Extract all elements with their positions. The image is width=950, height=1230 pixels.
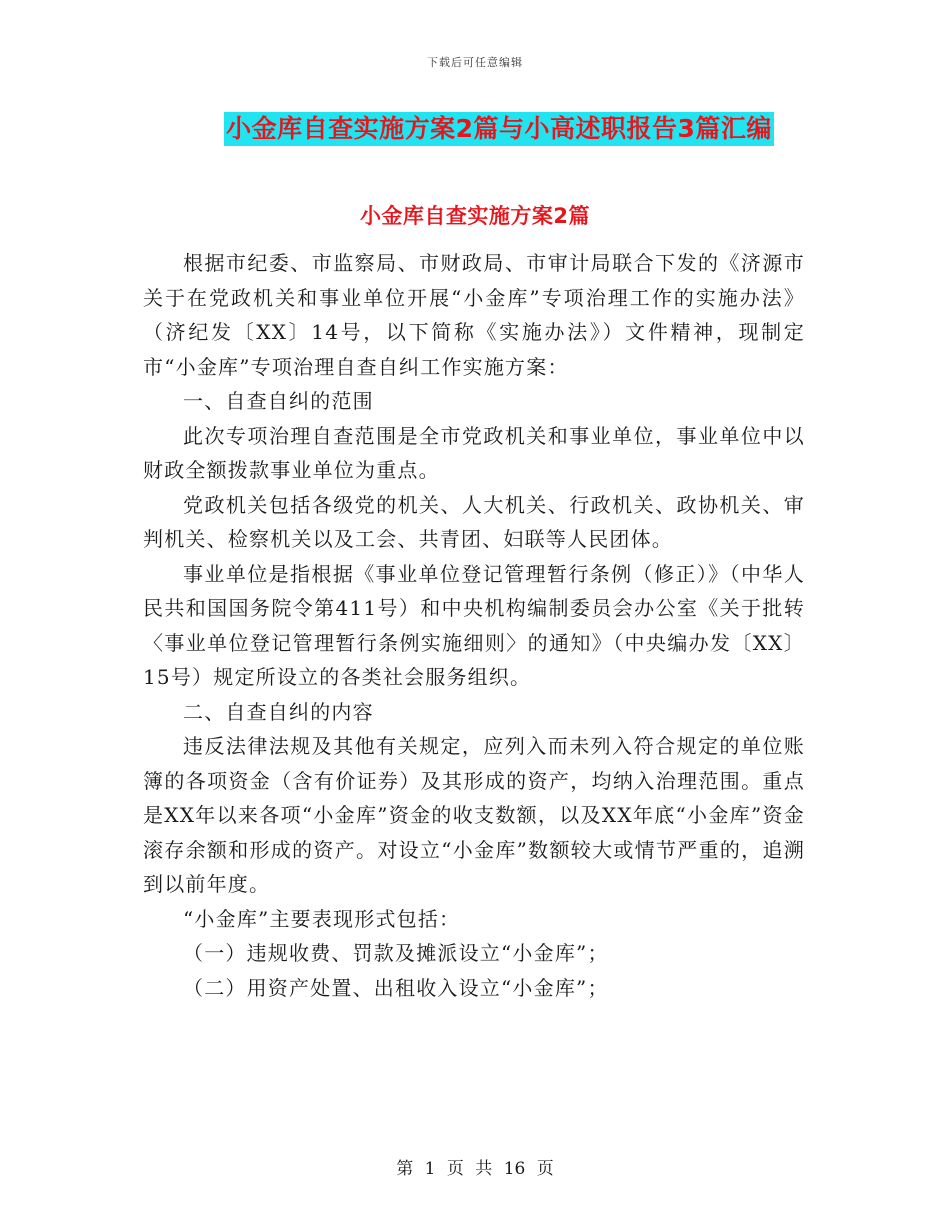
document-body [143, 246, 805, 1005]
document-title: 小金库自查实施方案2篇与小高述职报告3篇汇编 [224, 112, 774, 146]
paragraph: 根据市纪委、市监察局、市财政局、市审计局联合下发的《济源市关于在党政机关和事业单位开展“小金库”专项治理工作的实施办法》（济纪发〔XX〕14号，以下简称《实施办法》）文件精神，现制定市“小金库”专项治理自查自纠工作实施方案： [143, 251, 805, 379]
section-title: 小金库自查实施方案2篇 [359, 204, 591, 228]
paragraph: 此次专项治理自查范围是全市党政机关和事业单位，事业单位中以财政全额拨款事业单位为重点。 [143, 423, 805, 482]
header-note: 下载后可任意编辑 [427, 56, 523, 69]
heading-content: 二、自查自纠的内容 [183, 699, 374, 724]
heading-scope: 一、自查自纠的范围 [183, 389, 374, 413]
paragraph: 党政机关包括各级党的机关、人大机关、行政机关、政协机关、审判机关、检察机关以及工会、共青团、妇联等人民团体。 [143, 492, 805, 551]
paragraph: “小金库”主要表现形式包括： [183, 906, 461, 931]
list-item: （一）违规收费、罚款及摊派设立“小金库”； [183, 941, 609, 965]
list-item: （二）用资产处置、出租收入设立“小金库”； [183, 975, 609, 1000]
document-title-container [0, 112, 950, 146]
paragraph: 违反法律法规及其他有关规定，应列入而未列入符合规定的单位账簿的各项资金（含有价证券）及其形成的资产，均纳入治理范围。重点是XX年以来各项“小金库”资金的收支数额，以及XX年底“小金库”资金滚存余额和形成的资产。对设立“小金库”数额较大或情节严重的，追溯到以前年度。 [143, 734, 805, 896]
paragraph: 事业单位是指根据《事业单位登记管理暂行条例（修正）》（中华人民共和国国务院令第411号）和中央机构编制委员会办公室《关于批转〈事业单位登记管理暂行条例实施细则〉的通知》（中央编办发〔XX〕15号）规定所设立的各类社会服务组织。 [143, 561, 805, 689]
page-footer: 第 1 页 共 16 页 [396, 1159, 554, 1179]
